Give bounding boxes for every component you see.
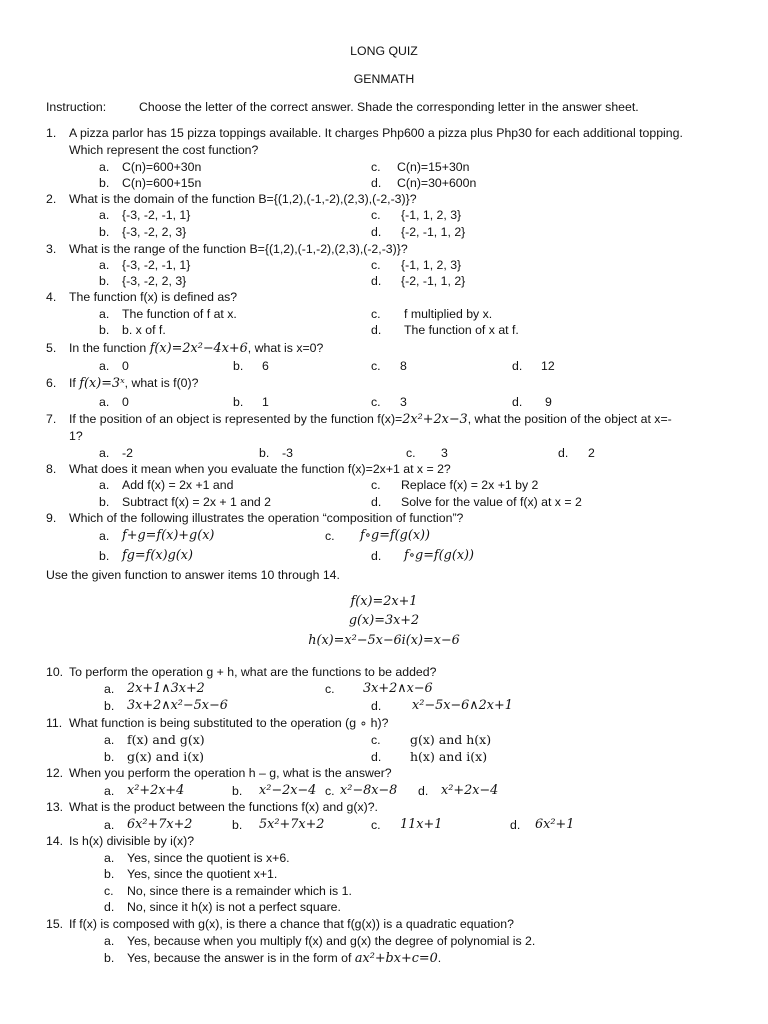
- q4-choice-d: The function of x at f.: [404, 323, 519, 337]
- q13-choice-c: 11x+1: [400, 817, 443, 832]
- q2-choice-a: {-3, -2, -1, 1}: [122, 208, 191, 222]
- q10-text: To perform the operation g + h, what are the functions to be added?: [69, 665, 437, 679]
- q9-choice-c: f∘g=f(g(x)): [360, 528, 431, 543]
- q10-choice-a: 2x+1∧3x+2: [127, 681, 205, 696]
- q2-choice-b: {-3, -2, 2, 3}: [122, 225, 187, 239]
- q11-letter-a: a.: [104, 733, 115, 747]
- q12-choice-b: x²−2x−4: [259, 783, 317, 798]
- q13-letter-d: d.: [510, 818, 521, 832]
- q3-letter-c: c.: [371, 258, 381, 272]
- q3-number: 3.: [46, 242, 57, 256]
- q3-choice-b: {-3, -2, 2, 3}: [122, 274, 187, 288]
- q12-letter-d: d.: [418, 784, 429, 798]
- q3-letter-a: a.: [99, 258, 110, 272]
- q8-choice-b: Subtract f(x) = 2x + 1 and 2: [122, 495, 272, 509]
- q5-text-post: , what is x=0?: [247, 341, 324, 355]
- q12-number: 12.: [46, 766, 64, 780]
- q4-letter-b: b.: [99, 323, 110, 337]
- q14-text: Is h(x) divisible by i(x)?: [69, 834, 195, 848]
- q2-choice-c: {-1, 1, 2, 3}: [401, 208, 462, 222]
- q5-choice-b: 6: [262, 359, 269, 373]
- q5-letter-b: b.: [233, 359, 244, 373]
- given-instruction: Use the given function to answer items 10 through 14.: [46, 568, 340, 582]
- q7-choice-a: -2: [122, 446, 133, 460]
- q10-number: 10.: [46, 665, 64, 679]
- q13-letter-b: b.: [232, 818, 243, 832]
- q3-choice-d: {-2, -1, 1, 2}: [401, 274, 466, 288]
- q9-letter-b: b.: [99, 549, 110, 563]
- q6-math: f(x)=3ˣ: [79, 376, 125, 391]
- q15-choice-b-post: .: [437, 951, 442, 965]
- q5-letter-c: c.: [371, 359, 381, 373]
- q11-choice-b: g(x) and i(x): [127, 749, 205, 764]
- q11-choice-d: h(x) and i(x): [410, 749, 488, 764]
- q4-choice-a: The function of f at x.: [122, 307, 237, 321]
- q6-text-post: , what is f(0)?: [124, 376, 199, 390]
- subject-title: GENMATH: [353, 72, 415, 86]
- q14-letter-a: a.: [104, 851, 115, 865]
- q4-letter-a: a.: [99, 307, 110, 321]
- q14-number: 14.: [46, 834, 64, 848]
- q6-letter-d: d.: [512, 395, 523, 409]
- q8-text: What does it mean when you evaluate the function f(x)=2x+1 at x = 2?: [69, 462, 451, 476]
- q11-choice-c: g(x) and h(x): [410, 732, 492, 747]
- q1-text: A pizza parlor has 15 pizza toppings available. It charges Php600 a pizza plus Php30 for each additional topping.: [69, 126, 683, 140]
- q9-number: 9.: [46, 511, 57, 525]
- q10-letter-d: d.: [371, 699, 382, 713]
- q14-letter-b: b.: [104, 867, 115, 881]
- q10-choice-d: x²−5x−6∧2x+1: [412, 698, 513, 713]
- q6-number: 6.: [46, 376, 57, 390]
- q7-line: [69, 412, 672, 427]
- q7-text-post: , what the position of the object at x=-: [467, 412, 672, 426]
- q2-choice-d: {-2, -1, 1, 2}: [401, 225, 466, 239]
- q6-choice-d: 9: [545, 395, 552, 409]
- q7-text-2: 1?: [69, 429, 83, 443]
- q10-letter-b: b.: [104, 699, 115, 713]
- q2-letter-a: a.: [99, 208, 110, 222]
- q6-line: [69, 376, 198, 391]
- q11-letter-b: b.: [104, 750, 115, 764]
- q5-number: 5.: [46, 341, 57, 355]
- q4-choice-c: f multiplied by x.: [404, 307, 493, 321]
- q9-letter-a: a.: [99, 529, 110, 543]
- q6-text-pre: If: [69, 376, 76, 390]
- q8-letter-a: a.: [99, 478, 110, 492]
- q12-letter-b: b.: [232, 784, 243, 798]
- q9-choice-a: f+g=f(x)+g(x): [122, 528, 215, 543]
- q6-letter-c: c.: [371, 395, 381, 409]
- q7-text-pre: If the position of an object is represented by the function f(x)=: [69, 412, 403, 426]
- q2-letter-d: d.: [371, 225, 382, 239]
- q14-choice-a: Yes, since the quotient is x+6.: [127, 851, 290, 865]
- q6-choice-a: 0: [122, 395, 129, 409]
- q7-letter-a: a.: [99, 446, 110, 460]
- q8-letter-d: d.: [371, 495, 382, 509]
- q2-text: What is the domain of the function B={(1,2),(-1,-2),(2,3),(-2,-3)}?: [69, 192, 417, 206]
- q15-text: If f(x) is composed with g(x), is there a chance that f(g(x)) is a quadratic equation?: [69, 917, 514, 931]
- q11-letter-c: c.: [371, 733, 381, 747]
- q3-letter-d: d.: [371, 274, 382, 288]
- q11-letter-d: d.: [371, 750, 382, 764]
- q8-letter-b: b.: [99, 495, 110, 509]
- q15-choice-b: [127, 951, 441, 966]
- q1-choice-c: C(n)=15+30n: [397, 160, 470, 174]
- q13-number: 13.: [46, 800, 64, 814]
- q5-line: [69, 341, 323, 356]
- q4-text: The function f(x) is defined as?: [69, 290, 238, 304]
- q5-choice-d: 12: [541, 359, 555, 373]
- q10-choice-c: 3x+2∧x−6: [363, 681, 433, 696]
- q12-choice-c: x²−8x−8: [340, 783, 398, 798]
- q2-letter-c: c.: [371, 208, 381, 222]
- q8-choice-c: Replace f(x) = 2x +1 by 2: [401, 478, 539, 492]
- q10-letter-c: c.: [325, 682, 335, 696]
- q13-letter-a: a.: [104, 818, 115, 832]
- q1-choice-b: C(n)=600+15n: [122, 176, 202, 190]
- q5-letter-d: d.: [512, 359, 523, 373]
- q15-choice-a: Yes, because when you multiply f(x) and g(x) the degree of polynomial is 2.: [127, 934, 536, 948]
- q13-choice-b: 5x²+7x+2: [259, 817, 325, 832]
- q11-choice-a: f(x) and g(x): [127, 732, 205, 747]
- q8-choice-d: Solve for the value of f(x) at x = 2: [401, 495, 582, 509]
- q7-choice-c: 3: [441, 446, 448, 460]
- q12-choice-d: x²+2x−4: [441, 783, 499, 798]
- q9-choice-d: f∘g=f(g(x)): [404, 548, 475, 563]
- q6-letter-a: a.: [99, 395, 110, 409]
- q6-choice-c: 3: [400, 395, 407, 409]
- q13-choice-a: 6x²+7x+2: [127, 817, 193, 832]
- q13-text: What is the product between the functions f(x) and g(x)?.: [69, 800, 378, 814]
- q5-math: f(x)=2x²−4x+6: [149, 341, 248, 356]
- q10-choice-b: 3x+2∧x²−5x−6: [127, 698, 228, 713]
- q8-letter-c: c.: [371, 478, 381, 492]
- q7-letter-c: c.: [406, 446, 416, 460]
- q7-choice-b: -3: [282, 446, 293, 460]
- q1-letter-d: d.: [371, 176, 382, 190]
- q11-number: 11.: [46, 716, 63, 730]
- q7-number: 7.: [46, 412, 57, 426]
- given-h: h(x)=x²−5x−6i(x)=x−6: [308, 633, 460, 648]
- q5-letter-a: a.: [99, 359, 110, 373]
- q15-choice-b-pre: Yes, because the answer is in the form of: [127, 951, 352, 965]
- q9-choice-b: fg=f(x)g(x): [122, 548, 193, 563]
- q4-number: 4.: [46, 290, 57, 304]
- q12-letter-a: a.: [104, 784, 115, 798]
- given-g: g(x)=3x+2: [348, 613, 420, 628]
- q5-choice-c: 8: [400, 359, 407, 373]
- q1-number: 1.: [46, 126, 57, 140]
- q5-choice-a: 0: [122, 359, 129, 373]
- q7-choice-d: 2: [588, 446, 595, 460]
- q7-math: 2x²+2x−3: [402, 412, 468, 427]
- q1-letter-a: a.: [99, 160, 110, 174]
- q7-letter-b: b.: [259, 446, 270, 460]
- q11-text: What function is being substituted to the operation (g ∘ h)?: [69, 716, 389, 730]
- instruction-text: Choose the letter of the correct answer. Shade the corresponding letter in the answer sheet.: [139, 100, 639, 114]
- q3-letter-b: b.: [99, 274, 110, 288]
- q8-number: 8.: [46, 462, 57, 476]
- q2-letter-b: b.: [99, 225, 110, 239]
- q14-choice-d: No, since it h(x) is not a perfect square.: [127, 900, 341, 914]
- q15-choice-b-math: ax²+bx+c=0: [354, 951, 438, 966]
- q12-choice-a: x²+2x+4: [127, 783, 185, 798]
- q3-text: What is the range of the function B={(1,2),(-1,-2),(2,3),(-2,-3)}?: [69, 242, 408, 256]
- q4-choice-b: b. x of f.: [122, 323, 166, 337]
- q10-letter-a: a.: [104, 682, 115, 696]
- q6-letter-b: b.: [233, 395, 244, 409]
- q14-choice-c: No, since there is a remainder which is 1.: [127, 884, 352, 898]
- q1-choice-d: C(n)=30+600n: [397, 176, 477, 190]
- page-title: LONG QUIZ: [350, 44, 418, 58]
- q8-choice-a: Add f(x) = 2x +1 and: [122, 478, 234, 492]
- q1-choice-a: C(n)=600+30n: [122, 160, 202, 174]
- q3-choice-c: {-1, 1, 2, 3}: [401, 258, 462, 272]
- q12-letter-c: c.: [325, 784, 335, 798]
- q13-choice-d: 6x²+1: [535, 817, 575, 832]
- q14-letter-c: c.: [104, 884, 114, 898]
- q15-letter-a: a.: [104, 934, 115, 948]
- given-f: f(x)=2x+1: [350, 594, 418, 609]
- q1-text-2: Which represent the cost function?: [69, 143, 259, 157]
- q15-number: 15.: [46, 917, 64, 931]
- q2-number: 2.: [46, 192, 57, 206]
- q7-letter-d: d.: [558, 446, 569, 460]
- q14-letter-d: d.: [104, 900, 115, 914]
- q13-letter-c: c.: [371, 818, 381, 832]
- q3-choice-a: {-3, -2, -1, 1}: [122, 258, 191, 272]
- q15-letter-b: b.: [104, 951, 115, 965]
- q5-text-pre: In the function: [69, 341, 147, 355]
- q4-letter-c: c.: [371, 307, 381, 321]
- q12-text: When you perform the operation h – g, what is the answer?: [69, 766, 392, 780]
- q4-letter-d: d.: [371, 323, 382, 337]
- q1-letter-c: c.: [371, 160, 381, 174]
- q9-letter-d: d.: [371, 549, 382, 563]
- q14-choice-b: Yes, since the quotient x+1.: [127, 867, 278, 881]
- instruction-label: Instruction:: [46, 100, 107, 114]
- q9-letter-c: c.: [325, 529, 335, 543]
- q6-choice-b: 1: [262, 395, 269, 409]
- q1-letter-b: b.: [99, 176, 110, 190]
- q9-text: Which of the following illustrates the operation “composition of function”?: [69, 511, 464, 525]
